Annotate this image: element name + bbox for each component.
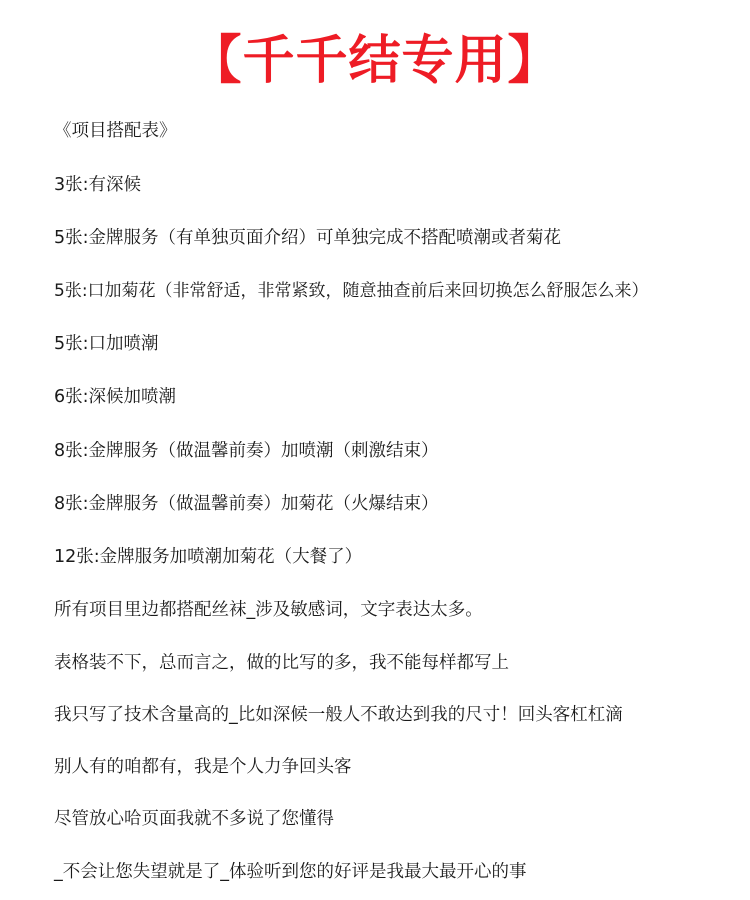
list-item: 8张:金牌服务（做温馨前奏）加菊花（火爆结束） [54,493,439,514]
list-item: 5张:口加喷潮 [54,334,159,355]
list-item: 8张:金牌服务（做温馨前奏）加喷潮（刺激结束） [54,440,439,461]
list-item: 5张:口加菊花（非常舒适，非常紧致，随意抽查前后来回切换怎么舒服怎么来） [54,280,649,301]
list-item: 6张:深候加喷潮 [54,387,177,408]
list-item: 12张:金牌服务加喷潮加菊花（大餐了） [54,547,363,568]
note-text: 所有项目里边都搭配丝袜_涉及敏感词，文字表达太多。 [54,600,483,621]
note-text: 我只写了技术含量高的_比如深候一般人不敢达到我的尺寸！回头客杠杠滴 [54,704,623,725]
note-text: 别人有的咱都有，我是个人力争回头客 [54,757,352,778]
list-item: 5张:金牌服务（有单独页面介绍）可单独完成不搭配喷潮或者菊花 [54,228,562,249]
section-heading: 《项目搭配表》 [54,120,177,141]
note-text: _不会让您失望就是了_体验听到您的好评是我最大最开心的事 [54,861,527,882]
note-text: 尽管放心哈页面我就不多说了您懂得 [54,809,334,830]
page-title: 【千千结专用】 [189,31,561,91]
note-text: 表格装不下，总而言之，做的比写的多，我不能每样都写上 [54,652,509,673]
document-body [14,118,736,885]
list-item: 3张:有深候 [54,175,142,196]
